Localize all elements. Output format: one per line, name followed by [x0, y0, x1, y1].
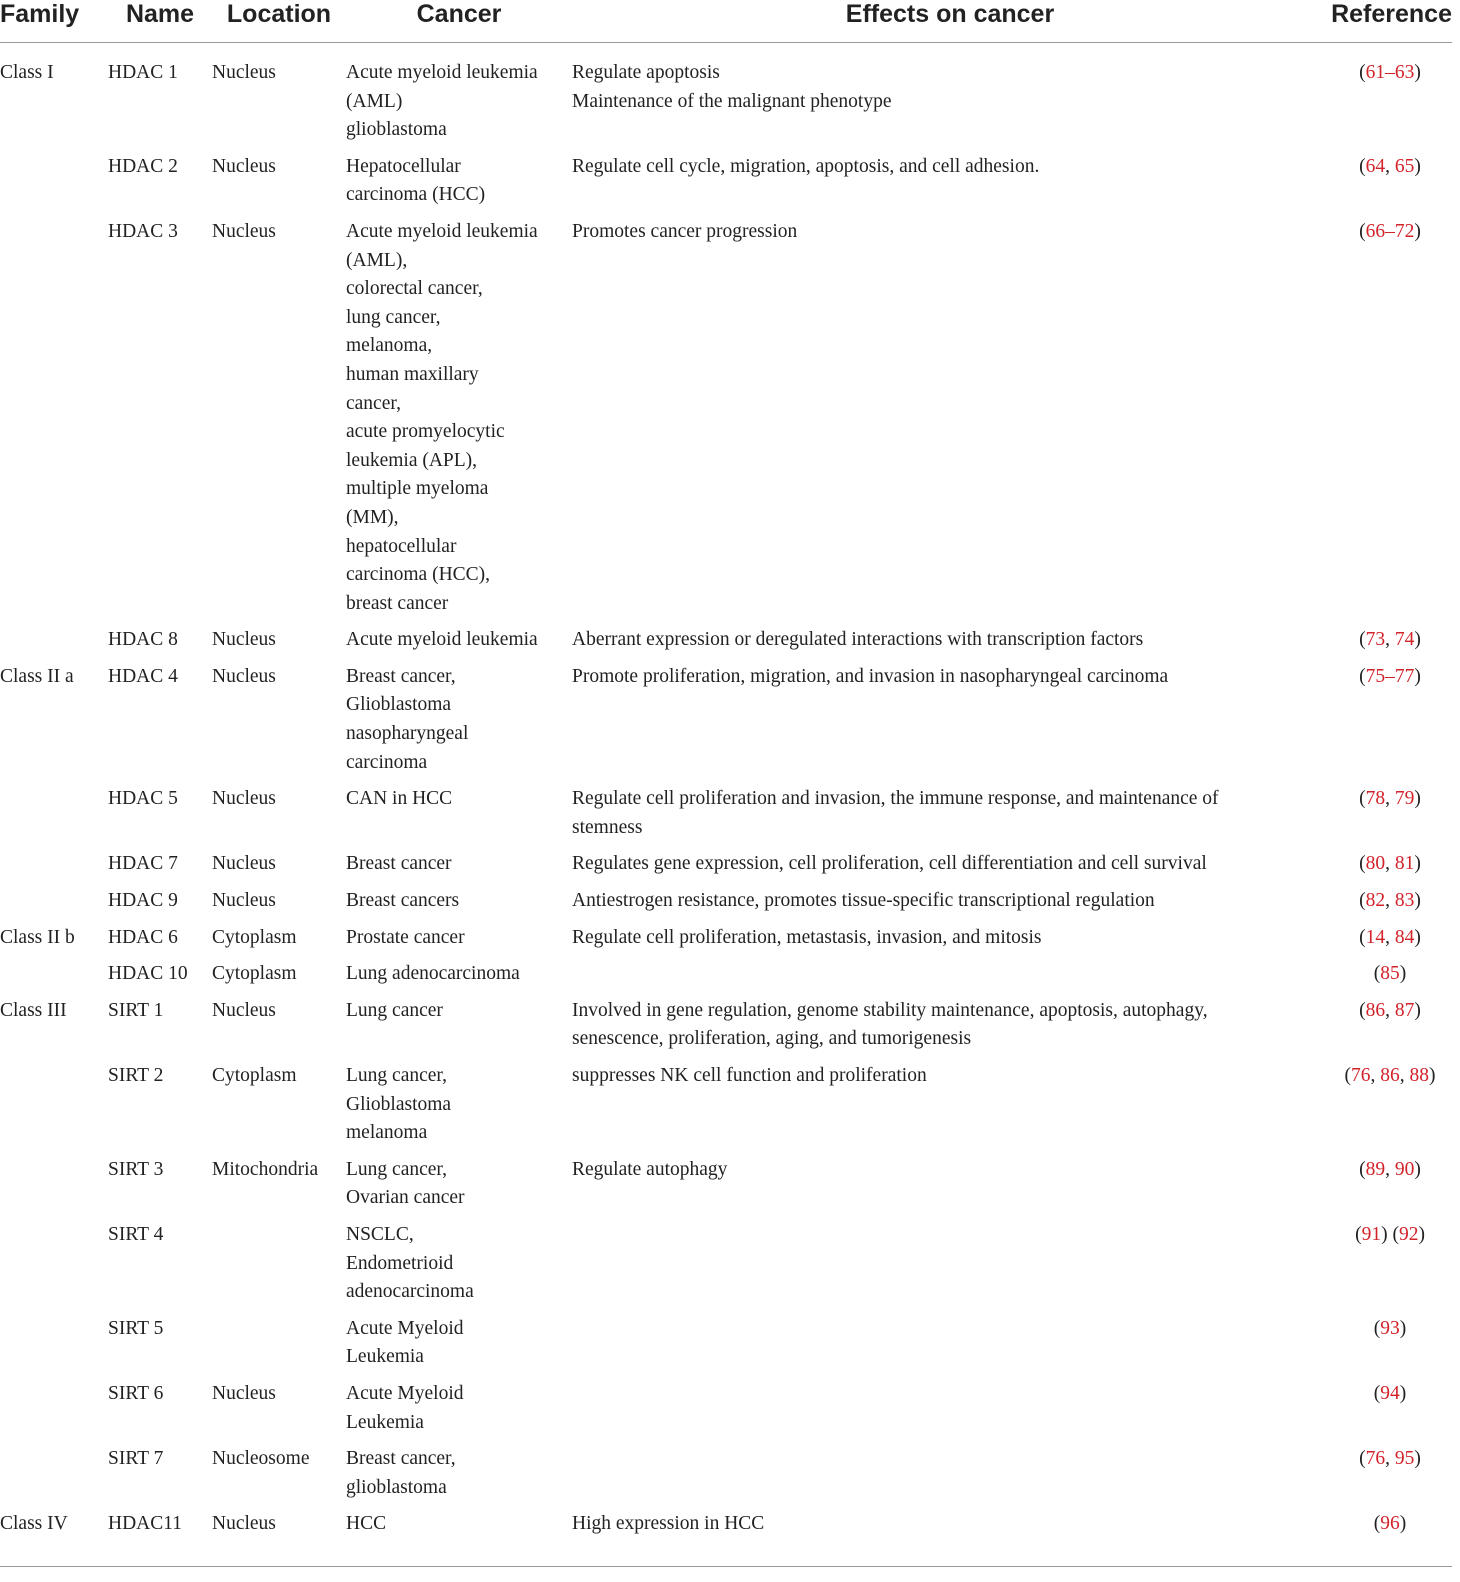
- cell-location: Cytoplasm: [212, 926, 297, 948]
- cell-cancer-line: Endometrioid: [346, 1252, 454, 1274]
- reference-link[interactable]: 82: [1365, 890, 1386, 912]
- cell-cancer-line: (MM),: [346, 506, 399, 528]
- cell-cancer: [346, 1062, 572, 1156]
- cell-name: SIRT 1: [108, 999, 164, 1021]
- cell-effects-line: stemness: [572, 816, 643, 838]
- cell-effects: [572, 997, 1328, 1062]
- cell-effects: [572, 1380, 1328, 1445]
- cell-name: HDAC 2: [108, 155, 178, 177]
- cell-name: SIRT 3: [108, 1158, 164, 1180]
- cell-effects: [572, 218, 1328, 626]
- cell-cancer-line: Breast cancer: [346, 853, 452, 875]
- cell-cancer-line: multiple myeloma: [346, 478, 489, 500]
- cell-cancer: [346, 850, 572, 887]
- reference-link[interactable]: 61–63: [1365, 62, 1415, 83]
- cell-family: Class I: [0, 62, 54, 83]
- cell-location: Nucleus: [212, 788, 276, 810]
- cell-location: Nucleus: [212, 1513, 276, 1535]
- header-effects: Effects on cancer: [572, 0, 1328, 43]
- cell-cancer-line: Leukemia: [346, 1411, 424, 1433]
- cell-reference: (61–63): [1359, 62, 1421, 83]
- reference-link[interactable]: 65: [1394, 155, 1415, 177]
- cell-location: Nucleus: [212, 155, 276, 177]
- cell-location: Nucleus: [212, 665, 276, 687]
- cell-name: HDAC11: [108, 1513, 183, 1535]
- table-row: [0, 1445, 1452, 1510]
- table-row: [0, 997, 1452, 1062]
- cell-name: HDAC 8: [108, 629, 178, 651]
- reference-link[interactable]: 85: [1380, 963, 1400, 985]
- cell-family: [0, 626, 108, 663]
- table-row: [0, 850, 1452, 887]
- cell-cancer-line: carcinoma (HCC): [346, 184, 486, 206]
- cell-name: SIRT 4: [108, 1223, 164, 1245]
- cell-cancer: [346, 626, 572, 663]
- cell-effects: [572, 43, 1328, 153]
- cell-location: [212, 1221, 346, 1315]
- cell-cancer: [346, 663, 572, 785]
- cell-reference: (82, 83): [1359, 890, 1421, 912]
- cell-name: HDAC 7: [108, 853, 178, 875]
- table-row: [0, 785, 1452, 850]
- cell-reference: (14, 84): [1359, 926, 1421, 948]
- reference-link[interactable]: 74: [1394, 629, 1415, 651]
- table-row: [0, 1156, 1452, 1221]
- reference-link[interactable]: 84: [1394, 926, 1415, 948]
- cell-name: HDAC 9: [108, 890, 178, 912]
- cell-effects-line: senescence, proliferation, aging, and tumorigenesis: [572, 1028, 972, 1050]
- cell-reference: (64, 65): [1359, 155, 1421, 177]
- cell-cancer: [346, 887, 572, 924]
- cell-cancer-line: cancer,: [346, 392, 401, 414]
- cell-effects: [572, 626, 1328, 663]
- cell-effects: [572, 924, 1328, 961]
- cell-cancer-line: adenocarcinoma: [346, 1281, 474, 1303]
- cell-location: Nucleus: [212, 220, 276, 242]
- cell-family: [0, 218, 108, 626]
- cell-cancer-line: (AML),: [346, 249, 408, 271]
- cell-family: [0, 960, 108, 997]
- cell-cancer: [346, 1156, 572, 1221]
- table-row: [0, 153, 1452, 218]
- reference-link[interactable]: 86: [1365, 999, 1386, 1021]
- cell-effects-line: Involved in gene regulation, genome stability maintenance, apoptosis, autophagy,: [572, 999, 1208, 1021]
- cell-reference: (93): [1373, 1317, 1407, 1339]
- cell-effects-line: Regulate cell cycle, migration, apoptosis, and cell adhesion.: [572, 155, 1040, 177]
- reference-link[interactable]: 79: [1394, 788, 1415, 810]
- cell-effects: [572, 960, 1328, 997]
- cell-cancer-line: leukemia (APL),: [346, 449, 478, 471]
- cell-name: HDAC 6: [108, 926, 178, 948]
- cell-name: HDAC 1: [108, 62, 178, 83]
- cell-cancer-line: Breast cancer,: [346, 1448, 456, 1470]
- cell-location: Nucleus: [212, 62, 276, 83]
- cell-cancer-line: Ovarian cancer: [346, 1187, 465, 1209]
- table-row: [0, 626, 1452, 663]
- cell-reference: (86, 87): [1359, 999, 1421, 1021]
- cell-location: [212, 1315, 346, 1380]
- cell-reference: (78, 79): [1359, 788, 1421, 810]
- cell-reference: (76, 95): [1359, 1448, 1421, 1470]
- cell-name: HDAC 4: [108, 665, 178, 687]
- cell-reference: (85): [1373, 963, 1407, 985]
- table-row: [0, 218, 1452, 626]
- cell-cancer: [346, 960, 572, 997]
- cell-name: HDAC 10: [108, 963, 188, 985]
- cell-cancer: [346, 43, 572, 153]
- table-row: [0, 1380, 1452, 1445]
- header-row: [0, 0, 1452, 43]
- cell-cancer-line: glioblastoma: [346, 119, 447, 141]
- cell-effects: [572, 663, 1328, 785]
- cell-cancer-line: Acute Myeloid: [346, 1317, 464, 1339]
- cell-family: [0, 1445, 108, 1510]
- reference-link[interactable]: 94: [1380, 1382, 1400, 1404]
- table-row: [0, 887, 1452, 924]
- table-row: [0, 663, 1452, 785]
- cell-location: Nucleus: [212, 1382, 276, 1404]
- cell-cancer-line: Leukemia: [346, 1346, 424, 1368]
- cell-family: [0, 1062, 108, 1156]
- cell-cancer-line: Acute Myeloid: [346, 1382, 464, 1404]
- cell-reference: (89, 90): [1359, 1158, 1421, 1180]
- cell-reference: (73, 74): [1359, 629, 1421, 651]
- reference-link[interactable]: 66–72: [1365, 220, 1415, 242]
- table-row: [0, 924, 1452, 961]
- reference-link[interactable]: 87: [1394, 999, 1415, 1021]
- cell-reference: (66–72): [1359, 220, 1421, 242]
- bottom-rule: [0, 1566, 1452, 1567]
- cell-family: [0, 1221, 108, 1315]
- reference-link[interactable]: 91: [1361, 1223, 1382, 1245]
- cell-effects-line: High expression in HCC: [572, 1513, 765, 1535]
- reference-link[interactable]: 14: [1365, 926, 1386, 948]
- cell-effects-line: Aberrant expression or deregulated interactions with transcription factors: [572, 629, 1144, 651]
- cell-cancer-line: breast cancer: [346, 592, 449, 614]
- cell-effects-line: Maintenance of the malignant phenotype: [572, 90, 892, 112]
- reference-link[interactable]: 76: [1351, 1065, 1371, 1086]
- cell-cancer: [346, 153, 572, 218]
- cell-effects-line: Promote proliferation, migration, and invasion in nasopharyngeal carcinoma: [572, 665, 1169, 687]
- reference-link[interactable]: 86: [1380, 1065, 1400, 1086]
- cell-location: Nucleus: [212, 999, 276, 1021]
- cell-effects-line: Promotes cancer progression: [572, 220, 798, 242]
- cell-family: [0, 887, 108, 924]
- reference-link[interactable]: 83: [1394, 890, 1415, 912]
- cell-cancer-line: melanoma: [346, 1122, 428, 1144]
- cell-name: HDAC 3: [108, 220, 178, 242]
- cell-cancer: [346, 1510, 572, 1547]
- cell-location: Mitochondria: [212, 1158, 319, 1180]
- header-cancer: Cancer: [346, 0, 572, 43]
- cell-cancer: [346, 1380, 572, 1445]
- cell-reference: (96): [1373, 1513, 1407, 1535]
- cell-cancer-line: Acute myeloid leukemia: [346, 220, 538, 242]
- cell-cancer-line: Lung cancer,: [346, 1158, 447, 1180]
- cell-cancer: [346, 1445, 572, 1510]
- cell-effects: [572, 1315, 1328, 1380]
- cell-family: [0, 850, 108, 887]
- cell-family: Class II a: [0, 665, 74, 687]
- reference-link[interactable]: 96: [1380, 1513, 1400, 1535]
- cell-effects: [572, 850, 1328, 887]
- cell-name: SIRT 5: [108, 1317, 164, 1339]
- cell-reference: (80, 81): [1359, 853, 1421, 875]
- cell-effects-line: Regulate cell proliferation, metastasis, invasion, and mitosis: [572, 926, 1042, 948]
- cell-reference: (75–77): [1359, 665, 1421, 687]
- cell-effects-line: Regulate autophagy: [572, 1158, 728, 1180]
- reference-link[interactable]: 73: [1365, 629, 1386, 651]
- cell-cancer-line: carcinoma (HCC),: [346, 564, 491, 586]
- table-row: [0, 1315, 1452, 1380]
- header-name: Name: [108, 0, 212, 43]
- cell-name: SIRT 6: [108, 1382, 164, 1404]
- cell-name: SIRT 7: [108, 1448, 164, 1470]
- table-row: [0, 43, 1452, 153]
- header-location: Location: [212, 0, 346, 43]
- cell-cancer-line: Glioblastoma: [346, 1093, 452, 1115]
- cell-cancer-line: Lung cancer: [346, 999, 443, 1021]
- cell-family: Class III: [0, 999, 67, 1021]
- cell-effects: [572, 1156, 1328, 1221]
- reference-link[interactable]: 88: [1409, 1065, 1429, 1086]
- cell-reference: (94): [1373, 1382, 1407, 1404]
- cell-effects-line: Regulate apoptosis: [572, 62, 720, 83]
- reference-link[interactable]: 76: [1365, 1448, 1386, 1470]
- cell-location: Cytoplasm: [212, 963, 297, 985]
- cell-cancer-line: acute promyelocytic: [346, 421, 505, 443]
- cell-family: [0, 1315, 108, 1380]
- cell-location: Nucleus: [212, 629, 276, 651]
- cell-family: [0, 785, 108, 850]
- cell-cancer: [346, 997, 572, 1062]
- cell-cancer-line: melanoma,: [346, 335, 433, 357]
- reference-link[interactable]: 64: [1365, 155, 1386, 177]
- cell-cancer-line: glioblastoma: [346, 1476, 447, 1498]
- reference-link[interactable]: 90: [1394, 1158, 1415, 1180]
- cell-family: [0, 1156, 108, 1221]
- cell-cancer-line: NSCLC,: [346, 1223, 414, 1245]
- table-body: [0, 43, 1452, 1547]
- cell-reference: (76, 86, 88): [1344, 1065, 1436, 1086]
- cell-cancer-line: Hepatocellular: [346, 155, 461, 177]
- reference-link[interactable]: 95: [1394, 1448, 1415, 1470]
- cell-effects: [572, 1510, 1328, 1547]
- cell-cancer: [346, 785, 572, 850]
- cell-cancer-line: Breast cancer,: [346, 665, 456, 687]
- cell-cancer-line: Glioblastoma: [346, 694, 452, 716]
- cell-effects-line: Antiestrogen resistance, promotes tissue-specific transcriptional regulation: [572, 890, 1155, 912]
- cell-cancer-line: Breast cancers: [346, 890, 460, 912]
- table-row: [0, 960, 1452, 997]
- reference-link[interactable]: 80: [1365, 853, 1386, 875]
- cell-effects: [572, 1062, 1328, 1156]
- cell-cancer-line: Acute myeloid leukemia: [346, 62, 538, 83]
- cell-cancer-line: carcinoma: [346, 751, 428, 773]
- cell-name: HDAC 5: [108, 788, 178, 810]
- cell-cancer: [346, 218, 572, 626]
- reference-link[interactable]: 75–77: [1365, 665, 1415, 687]
- table-row: [0, 1510, 1452, 1547]
- reference-link[interactable]: 81: [1394, 853, 1415, 875]
- cell-effects: [572, 1445, 1328, 1510]
- reference-link[interactable]: 78: [1365, 788, 1386, 810]
- cell-family: Class IV: [0, 1513, 68, 1535]
- cell-cancer-line: Prostate cancer: [346, 926, 465, 948]
- table-row: [0, 1221, 1452, 1315]
- cell-effects: [572, 1221, 1328, 1315]
- cell-reference: (91) (92): [1355, 1223, 1425, 1245]
- cell-cancer: [346, 1315, 572, 1380]
- header-reference: Reference: [1328, 0, 1452, 43]
- reference-link[interactable]: 92: [1398, 1223, 1419, 1245]
- cell-cancer-line: Acute myeloid leukemia: [346, 629, 538, 651]
- cell-cancer-line: (AML): [346, 90, 403, 112]
- cell-cancer-line: HCC: [346, 1513, 387, 1535]
- cell-location: Nucleus: [212, 890, 276, 912]
- reference-link[interactable]: 89: [1365, 1158, 1386, 1180]
- cell-cancer-line: CAN in HCC: [346, 788, 453, 810]
- cell-effects: [572, 153, 1328, 218]
- cell-cancer-line: human maxillary: [346, 363, 479, 385]
- table-row: [0, 1062, 1452, 1156]
- cell-effects: [572, 785, 1328, 850]
- cell-cancer-line: Lung cancer,: [346, 1065, 447, 1086]
- cell-cancer-line: nasopharyngeal: [346, 723, 469, 745]
- cell-cancer: [346, 924, 572, 961]
- cell-cancer-line: hepatocellular: [346, 535, 457, 557]
- cell-location: Nucleus: [212, 853, 276, 875]
- cell-effects-line: suppresses NK cell function and proliferation: [572, 1065, 927, 1086]
- cell-effects-line: Regulates gene expression, cell proliferation, cell differentiation and cell survival: [572, 853, 1207, 875]
- cell-family: [0, 153, 108, 218]
- cell-cancer: [346, 1221, 572, 1315]
- cell-effects: [572, 887, 1328, 924]
- cell-effects-line: Regulate cell proliferation and invasion, the immune response, and maintenance of: [572, 788, 1219, 810]
- cell-family: [0, 1380, 108, 1445]
- cell-cancer-line: colorectal cancer,: [346, 278, 483, 300]
- cell-cancer-line: Lung adenocarcinoma: [346, 963, 520, 985]
- cell-location: Cytoplasm: [212, 1065, 297, 1086]
- cell-location: Nucleosome: [212, 1448, 310, 1470]
- cell-family: Class II b: [0, 926, 75, 948]
- cell-name: SIRT 2: [108, 1065, 164, 1086]
- cell-cancer-line: lung cancer,: [346, 306, 441, 328]
- header-family: Family: [0, 0, 108, 43]
- reference-link[interactable]: 93: [1380, 1317, 1400, 1339]
